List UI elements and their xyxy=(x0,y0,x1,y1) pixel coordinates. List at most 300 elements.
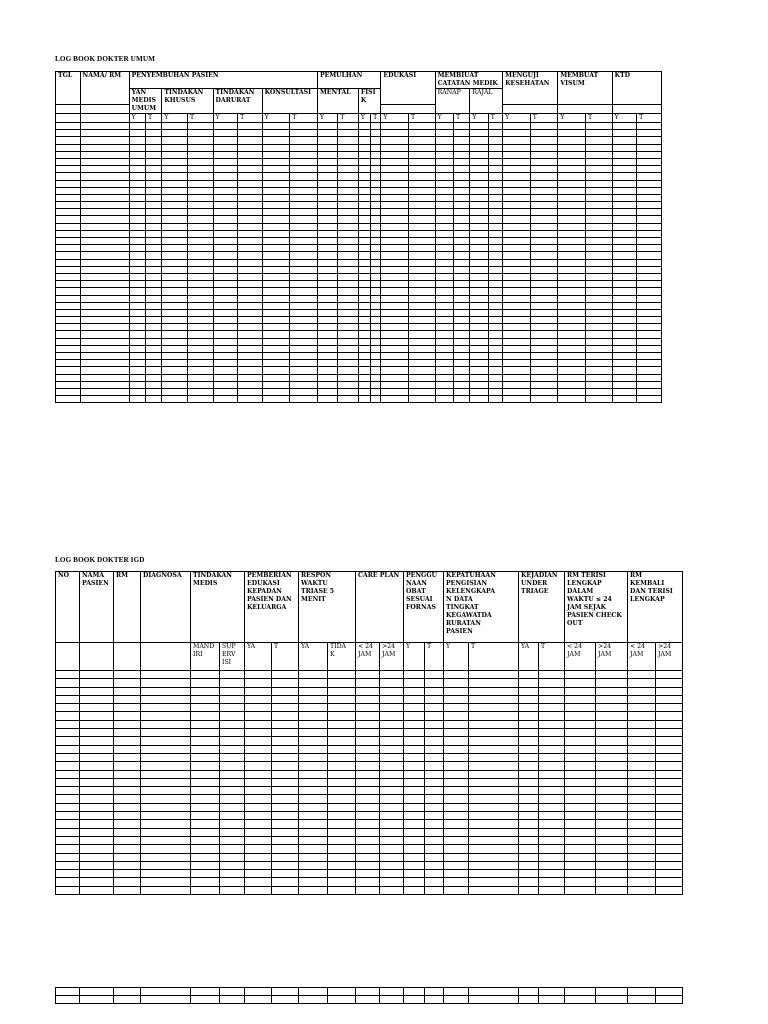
igd-entry-cell[interactable] xyxy=(220,704,245,712)
umum-entry-cell[interactable] xyxy=(290,151,318,158)
umum-entry-cell[interactable] xyxy=(585,367,612,374)
umum-entry-cell[interactable] xyxy=(238,331,263,338)
igd-entry-cell[interactable] xyxy=(469,787,519,795)
igd-entry-cell[interactable] xyxy=(380,812,404,820)
umum-entry-cell[interactable] xyxy=(530,345,558,352)
igd-entry-cell[interactable] xyxy=(245,845,272,853)
umum-entry-cell[interactable] xyxy=(503,273,531,280)
igd-entry-cell[interactable] xyxy=(356,729,380,737)
igd-entry-cell[interactable] xyxy=(356,737,380,745)
igd-entry-cell[interactable] xyxy=(425,671,444,679)
umum-entry-cell[interactable] xyxy=(358,367,370,374)
umum-entry-cell[interactable] xyxy=(317,353,337,360)
continuation-entry-cell[interactable] xyxy=(596,988,628,996)
igd-entry-cell[interactable] xyxy=(114,870,141,878)
continuation-entry-cell[interactable] xyxy=(272,995,299,1003)
umum-entry-cell[interactable] xyxy=(56,288,81,295)
igd-entry-cell[interactable] xyxy=(519,878,539,886)
igd-entry-cell[interactable] xyxy=(425,778,444,786)
umum-entry-cell[interactable] xyxy=(262,309,290,316)
igd-entry-cell[interactable] xyxy=(380,753,404,761)
igd-entry-cell[interactable] xyxy=(272,762,299,770)
igd-entry-cell[interactable] xyxy=(328,828,356,836)
umum-entry-cell[interactable] xyxy=(80,158,129,165)
umum-entry-cell[interactable] xyxy=(381,158,409,165)
igd-entry-cell[interactable] xyxy=(356,720,380,728)
umum-entry-cell[interactable] xyxy=(338,223,358,230)
igd-entry-cell[interactable] xyxy=(656,886,683,894)
umum-entry-cell[interactable] xyxy=(371,367,381,374)
igd-entry-cell[interactable] xyxy=(404,753,425,761)
umum-entry-cell[interactable] xyxy=(558,158,586,165)
umum-entry-cell[interactable] xyxy=(56,388,81,395)
umum-entry-cell[interactable] xyxy=(470,259,488,266)
igd-entry-cell[interactable] xyxy=(191,836,220,844)
umum-entry-cell[interactable] xyxy=(558,259,586,266)
igd-entry-cell[interactable] xyxy=(628,695,656,703)
igd-entry-cell[interactable] xyxy=(299,878,328,886)
igd-entry-cell[interactable] xyxy=(272,679,299,687)
umum-entry-cell[interactable] xyxy=(317,187,337,194)
umum-entry-cell[interactable] xyxy=(381,194,409,201)
umum-entry-cell[interactable] xyxy=(146,317,162,324)
umum-entry-cell[interactable] xyxy=(162,302,188,309)
igd-entry-cell[interactable] xyxy=(656,687,683,695)
igd-entry-cell[interactable] xyxy=(656,812,683,820)
igd-entry-cell[interactable] xyxy=(299,737,328,745)
umum-entry-cell[interactable] xyxy=(262,209,290,216)
umum-entry-cell[interactable] xyxy=(238,353,263,360)
umum-entry-cell[interactable] xyxy=(612,158,637,165)
igd-entry-cell[interactable] xyxy=(519,795,539,803)
umum-entry-cell[interactable] xyxy=(530,123,558,130)
umum-entry-cell[interactable] xyxy=(371,338,381,345)
igd-entry-cell[interactable] xyxy=(404,820,425,828)
igd-entry-cell[interactable] xyxy=(519,803,539,811)
igd-entry-cell[interactable] xyxy=(596,695,628,703)
igd-entry-cell[interactable] xyxy=(80,770,114,778)
igd-entry-cell[interactable] xyxy=(299,671,328,679)
umum-entry-cell[interactable] xyxy=(187,338,213,345)
igd-entry-cell[interactable] xyxy=(56,729,80,737)
umum-entry-cell[interactable] xyxy=(637,273,662,280)
igd-entry-cell[interactable] xyxy=(328,745,356,753)
umum-entry-cell[interactable] xyxy=(317,123,337,130)
igd-entry-cell[interactable] xyxy=(628,836,656,844)
umum-entry-cell[interactable] xyxy=(238,137,263,144)
umum-entry-cell[interactable] xyxy=(56,331,81,338)
umum-entry-cell[interactable] xyxy=(585,374,612,381)
umum-entry-cell[interactable] xyxy=(585,288,612,295)
igd-entry-cell[interactable] xyxy=(299,695,328,703)
umum-entry-cell[interactable] xyxy=(146,144,162,151)
umum-entry-cell[interactable] xyxy=(238,309,263,316)
igd-entry-cell[interactable] xyxy=(220,853,245,861)
umum-entry-cell[interactable] xyxy=(358,123,370,130)
umum-entry-cell[interactable] xyxy=(381,245,409,252)
igd-entry-cell[interactable] xyxy=(114,778,141,786)
umum-entry-cell[interactable] xyxy=(454,317,470,324)
igd-entry-cell[interactable] xyxy=(425,845,444,853)
igd-entry-cell[interactable] xyxy=(628,853,656,861)
umum-entry-cell[interactable] xyxy=(290,209,318,216)
igd-entry-cell[interactable] xyxy=(656,737,683,745)
continuation-entry-cell[interactable] xyxy=(444,988,469,996)
umum-entry-cell[interactable] xyxy=(585,338,612,345)
umum-entry-cell[interactable] xyxy=(262,180,290,187)
igd-entry-cell[interactable] xyxy=(114,753,141,761)
igd-entry-cell[interactable] xyxy=(444,704,469,712)
umum-entry-cell[interactable] xyxy=(558,353,586,360)
umum-entry-cell[interactable] xyxy=(358,288,370,295)
igd-entry-cell[interactable] xyxy=(272,861,299,869)
umum-entry-cell[interactable] xyxy=(262,281,290,288)
umum-entry-cell[interactable] xyxy=(56,209,81,216)
igd-entry-cell[interactable] xyxy=(56,737,80,745)
igd-entry-cell[interactable] xyxy=(596,729,628,737)
umum-entry-cell[interactable] xyxy=(238,295,263,302)
umum-entry-cell[interactable] xyxy=(358,345,370,352)
umum-entry-cell[interactable] xyxy=(290,374,318,381)
igd-entry-cell[interactable] xyxy=(519,745,539,753)
igd-entry-cell[interactable] xyxy=(656,720,683,728)
umum-entry-cell[interactable] xyxy=(585,302,612,309)
umum-entry-cell[interactable] xyxy=(558,295,586,302)
umum-entry-cell[interactable] xyxy=(146,216,162,223)
umum-entry-cell[interactable] xyxy=(612,173,637,180)
umum-entry-cell[interactable] xyxy=(637,281,662,288)
umum-entry-cell[interactable] xyxy=(470,173,488,180)
umum-entry-cell[interactable] xyxy=(56,123,81,130)
umum-entry-cell[interactable] xyxy=(129,281,145,288)
umum-entry-cell[interactable] xyxy=(612,252,637,259)
igd-entry-cell[interactable] xyxy=(141,795,191,803)
umum-entry-cell[interactable] xyxy=(317,194,337,201)
umum-entry-cell[interactable] xyxy=(454,238,470,245)
umum-entry-cell[interactable] xyxy=(338,166,358,173)
umum-entry-cell[interactable] xyxy=(530,245,558,252)
igd-entry-cell[interactable] xyxy=(328,795,356,803)
umum-entry-cell[interactable] xyxy=(56,187,81,194)
umum-entry-cell[interactable] xyxy=(503,367,531,374)
umum-entry-cell[interactable] xyxy=(290,252,318,259)
umum-entry-cell[interactable] xyxy=(213,223,238,230)
umum-entry-cell[interactable] xyxy=(317,381,337,388)
umum-entry-cell[interactable] xyxy=(454,137,470,144)
umum-entry-cell[interactable] xyxy=(129,396,145,403)
igd-entry-cell[interactable] xyxy=(656,845,683,853)
igd-entry-cell[interactable] xyxy=(656,861,683,869)
umum-entry-cell[interactable] xyxy=(146,266,162,273)
igd-entry-cell[interactable] xyxy=(628,886,656,894)
umum-entry-cell[interactable] xyxy=(585,137,612,144)
umum-entry-cell[interactable] xyxy=(558,194,586,201)
umum-entry-cell[interactable] xyxy=(187,123,213,130)
umum-entry-cell[interactable] xyxy=(612,302,637,309)
igd-entry-cell[interactable] xyxy=(444,687,469,695)
umum-entry-cell[interactable] xyxy=(317,202,337,209)
umum-entry-cell[interactable] xyxy=(290,123,318,130)
umum-entry-cell[interactable] xyxy=(435,309,453,316)
igd-entry-cell[interactable] xyxy=(539,803,565,811)
igd-entry-cell[interactable] xyxy=(141,787,191,795)
umum-entry-cell[interactable] xyxy=(637,338,662,345)
umum-entry-cell[interactable] xyxy=(488,259,502,266)
igd-entry-cell[interactable] xyxy=(141,762,191,770)
umum-entry-cell[interactable] xyxy=(238,166,263,173)
igd-entry-cell[interactable] xyxy=(469,828,519,836)
umum-entry-cell[interactable] xyxy=(612,202,637,209)
igd-entry-cell[interactable] xyxy=(404,704,425,712)
umum-entry-cell[interactable] xyxy=(612,353,637,360)
igd-entry-cell[interactable] xyxy=(56,704,80,712)
continuation-entry-cell[interactable] xyxy=(191,995,220,1003)
continuation-entry-cell[interactable] xyxy=(425,995,444,1003)
umum-entry-cell[interactable] xyxy=(187,173,213,180)
igd-entry-cell[interactable] xyxy=(220,861,245,869)
igd-entry-cell[interactable] xyxy=(425,886,444,894)
umum-entry-cell[interactable] xyxy=(637,180,662,187)
igd-entry-cell[interactable] xyxy=(380,679,404,687)
umum-entry-cell[interactable] xyxy=(56,345,81,352)
igd-entry-cell[interactable] xyxy=(596,861,628,869)
umum-entry-cell[interactable] xyxy=(612,374,637,381)
igd-entry-cell[interactable] xyxy=(469,745,519,753)
igd-entry-cell[interactable] xyxy=(245,778,272,786)
umum-entry-cell[interactable] xyxy=(146,209,162,216)
igd-entry-cell[interactable] xyxy=(444,770,469,778)
umum-entry-cell[interactable] xyxy=(612,388,637,395)
umum-entry-cell[interactable] xyxy=(454,281,470,288)
igd-entry-cell[interactable] xyxy=(80,687,114,695)
umum-entry-cell[interactable] xyxy=(146,295,162,302)
umum-entry-cell[interactable] xyxy=(290,202,318,209)
igd-entry-cell[interactable] xyxy=(245,745,272,753)
umum-entry-cell[interactable] xyxy=(585,252,612,259)
umum-entry-cell[interactable] xyxy=(338,331,358,338)
umum-entry-cell[interactable] xyxy=(80,302,129,309)
umum-entry-cell[interactable] xyxy=(80,166,129,173)
igd-entry-cell[interactable] xyxy=(425,679,444,687)
igd-entry-cell[interactable] xyxy=(565,762,596,770)
umum-entry-cell[interactable] xyxy=(503,245,531,252)
umum-entry-cell[interactable] xyxy=(409,374,436,381)
umum-entry-cell[interactable] xyxy=(129,374,145,381)
umum-entry-cell[interactable] xyxy=(56,180,81,187)
umum-entry-cell[interactable] xyxy=(290,338,318,345)
umum-entry-cell[interactable] xyxy=(488,338,502,345)
igd-entry-cell[interactable] xyxy=(141,745,191,753)
igd-entry-cell[interactable] xyxy=(425,712,444,720)
umum-entry-cell[interactable] xyxy=(56,245,81,252)
umum-entry-cell[interactable] xyxy=(435,158,453,165)
umum-entry-cell[interactable] xyxy=(129,216,145,223)
igd-entry-cell[interactable] xyxy=(328,729,356,737)
umum-entry-cell[interactable] xyxy=(129,202,145,209)
umum-entry-cell[interactable] xyxy=(162,238,188,245)
igd-entry-cell[interactable] xyxy=(299,712,328,720)
umum-entry-cell[interactable] xyxy=(612,309,637,316)
igd-entry-cell[interactable] xyxy=(565,671,596,679)
igd-entry-cell[interactable] xyxy=(628,820,656,828)
umum-entry-cell[interactable] xyxy=(213,367,238,374)
umum-entry-cell[interactable] xyxy=(262,317,290,324)
umum-entry-cell[interactable] xyxy=(470,187,488,194)
umum-entry-cell[interactable] xyxy=(317,295,337,302)
umum-entry-cell[interactable] xyxy=(162,388,188,395)
umum-entry-cell[interactable] xyxy=(56,230,81,237)
umum-entry-cell[interactable] xyxy=(146,360,162,367)
igd-entry-cell[interactable] xyxy=(444,712,469,720)
igd-entry-cell[interactable] xyxy=(596,845,628,853)
umum-entry-cell[interactable] xyxy=(585,273,612,280)
igd-entry-cell[interactable] xyxy=(245,770,272,778)
umum-entry-cell[interactable] xyxy=(454,302,470,309)
igd-entry-cell[interactable] xyxy=(539,729,565,737)
continuation-entry-cell[interactable] xyxy=(519,995,539,1003)
igd-entry-cell[interactable] xyxy=(380,836,404,844)
umum-entry-cell[interactable] xyxy=(558,216,586,223)
igd-entry-cell[interactable] xyxy=(380,787,404,795)
umum-entry-cell[interactable] xyxy=(435,151,453,158)
igd-entry-cell[interactable] xyxy=(380,745,404,753)
umum-entry-cell[interactable] xyxy=(381,345,409,352)
igd-entry-cell[interactable] xyxy=(80,795,114,803)
igd-entry-cell[interactable] xyxy=(444,720,469,728)
umum-entry-cell[interactable] xyxy=(146,180,162,187)
umum-entry-cell[interactable] xyxy=(187,158,213,165)
umum-entry-cell[interactable] xyxy=(238,360,263,367)
umum-entry-cell[interactable] xyxy=(238,158,263,165)
umum-entry-cell[interactable] xyxy=(637,396,662,403)
umum-entry-cell[interactable] xyxy=(317,166,337,173)
igd-entry-cell[interactable] xyxy=(56,812,80,820)
umum-entry-cell[interactable] xyxy=(146,374,162,381)
umum-entry-cell[interactable] xyxy=(358,281,370,288)
umum-entry-cell[interactable] xyxy=(381,259,409,266)
umum-entry-cell[interactable] xyxy=(381,130,409,137)
umum-entry-cell[interactable] xyxy=(290,166,318,173)
umum-entry-cell[interactable] xyxy=(558,144,586,151)
umum-entry-cell[interactable] xyxy=(558,331,586,338)
igd-entry-cell[interactable] xyxy=(191,687,220,695)
umum-entry-cell[interactable] xyxy=(381,216,409,223)
umum-entry-cell[interactable] xyxy=(381,123,409,130)
umum-entry-cell[interactable] xyxy=(503,288,531,295)
umum-entry-cell[interactable] xyxy=(56,202,81,209)
umum-entry-cell[interactable] xyxy=(558,238,586,245)
igd-entry-cell[interactable] xyxy=(469,712,519,720)
umum-entry-cell[interactable] xyxy=(371,180,381,187)
umum-entry-cell[interactable] xyxy=(488,374,502,381)
umum-entry-cell[interactable] xyxy=(454,345,470,352)
umum-entry-cell[interactable] xyxy=(187,309,213,316)
umum-entry-cell[interactable] xyxy=(454,288,470,295)
igd-entry-cell[interactable] xyxy=(425,853,444,861)
igd-entry-cell[interactable] xyxy=(141,679,191,687)
umum-entry-cell[interactable] xyxy=(213,123,238,130)
igd-entry-cell[interactable] xyxy=(299,795,328,803)
umum-entry-cell[interactable] xyxy=(238,238,263,245)
umum-entry-cell[interactable] xyxy=(262,338,290,345)
umum-entry-cell[interactable] xyxy=(338,295,358,302)
umum-entry-cell[interactable] xyxy=(585,144,612,151)
igd-entry-cell[interactable] xyxy=(444,861,469,869)
igd-entry-cell[interactable] xyxy=(245,720,272,728)
umum-entry-cell[interactable] xyxy=(317,388,337,395)
umum-entry-cell[interactable] xyxy=(317,151,337,158)
umum-entry-cell[interactable] xyxy=(558,166,586,173)
umum-entry-cell[interactable] xyxy=(585,295,612,302)
umum-entry-cell[interactable] xyxy=(213,216,238,223)
umum-entry-cell[interactable] xyxy=(56,317,81,324)
umum-entry-cell[interactable] xyxy=(470,144,488,151)
umum-entry-cell[interactable] xyxy=(454,360,470,367)
igd-entry-cell[interactable] xyxy=(404,679,425,687)
umum-entry-cell[interactable] xyxy=(317,288,337,295)
umum-entry-cell[interactable] xyxy=(146,324,162,331)
umum-entry-cell[interactable] xyxy=(187,238,213,245)
umum-entry-cell[interactable] xyxy=(381,238,409,245)
igd-entry-cell[interactable] xyxy=(80,712,114,720)
umum-entry-cell[interactable] xyxy=(381,317,409,324)
umum-entry-cell[interactable] xyxy=(187,144,213,151)
igd-entry-cell[interactable] xyxy=(356,820,380,828)
umum-entry-cell[interactable] xyxy=(558,173,586,180)
umum-entry-cell[interactable] xyxy=(358,230,370,237)
umum-entry-cell[interactable] xyxy=(381,331,409,338)
umum-entry-cell[interactable] xyxy=(262,324,290,331)
umum-entry-cell[interactable] xyxy=(129,209,145,216)
umum-entry-cell[interactable] xyxy=(503,259,531,266)
umum-entry-cell[interactable] xyxy=(371,302,381,309)
igd-entry-cell[interactable] xyxy=(444,828,469,836)
umum-entry-cell[interactable] xyxy=(503,130,531,137)
umum-entry-cell[interactable] xyxy=(213,281,238,288)
umum-entry-cell[interactable] xyxy=(262,137,290,144)
umum-entry-cell[interactable] xyxy=(162,151,188,158)
igd-entry-cell[interactable] xyxy=(469,687,519,695)
umum-entry-cell[interactable] xyxy=(56,151,81,158)
umum-entry-cell[interactable] xyxy=(80,123,129,130)
umum-entry-cell[interactable] xyxy=(56,173,81,180)
igd-entry-cell[interactable] xyxy=(141,828,191,836)
igd-entry-cell[interactable] xyxy=(656,853,683,861)
umum-entry-cell[interactable] xyxy=(317,216,337,223)
umum-entry-cell[interactable] xyxy=(317,158,337,165)
umum-entry-cell[interactable] xyxy=(503,180,531,187)
umum-entry-cell[interactable] xyxy=(558,187,586,194)
igd-entry-cell[interactable] xyxy=(56,770,80,778)
umum-entry-cell[interactable] xyxy=(129,273,145,280)
umum-entry-cell[interactable] xyxy=(56,238,81,245)
igd-entry-cell[interactable] xyxy=(425,704,444,712)
igd-entry-cell[interactable] xyxy=(519,787,539,795)
igd-entry-cell[interactable] xyxy=(141,687,191,695)
umum-entry-cell[interactable] xyxy=(530,388,558,395)
igd-entry-cell[interactable] xyxy=(245,853,272,861)
igd-entry-cell[interactable] xyxy=(565,861,596,869)
umum-entry-cell[interactable] xyxy=(371,202,381,209)
igd-entry-cell[interactable] xyxy=(656,795,683,803)
igd-entry-cell[interactable] xyxy=(628,812,656,820)
igd-entry-cell[interactable] xyxy=(596,745,628,753)
umum-entry-cell[interactable] xyxy=(213,238,238,245)
umum-entry-cell[interactable] xyxy=(56,223,81,230)
umum-entry-cell[interactable] xyxy=(612,194,637,201)
igd-entry-cell[interactable] xyxy=(444,878,469,886)
umum-entry-cell[interactable] xyxy=(317,137,337,144)
